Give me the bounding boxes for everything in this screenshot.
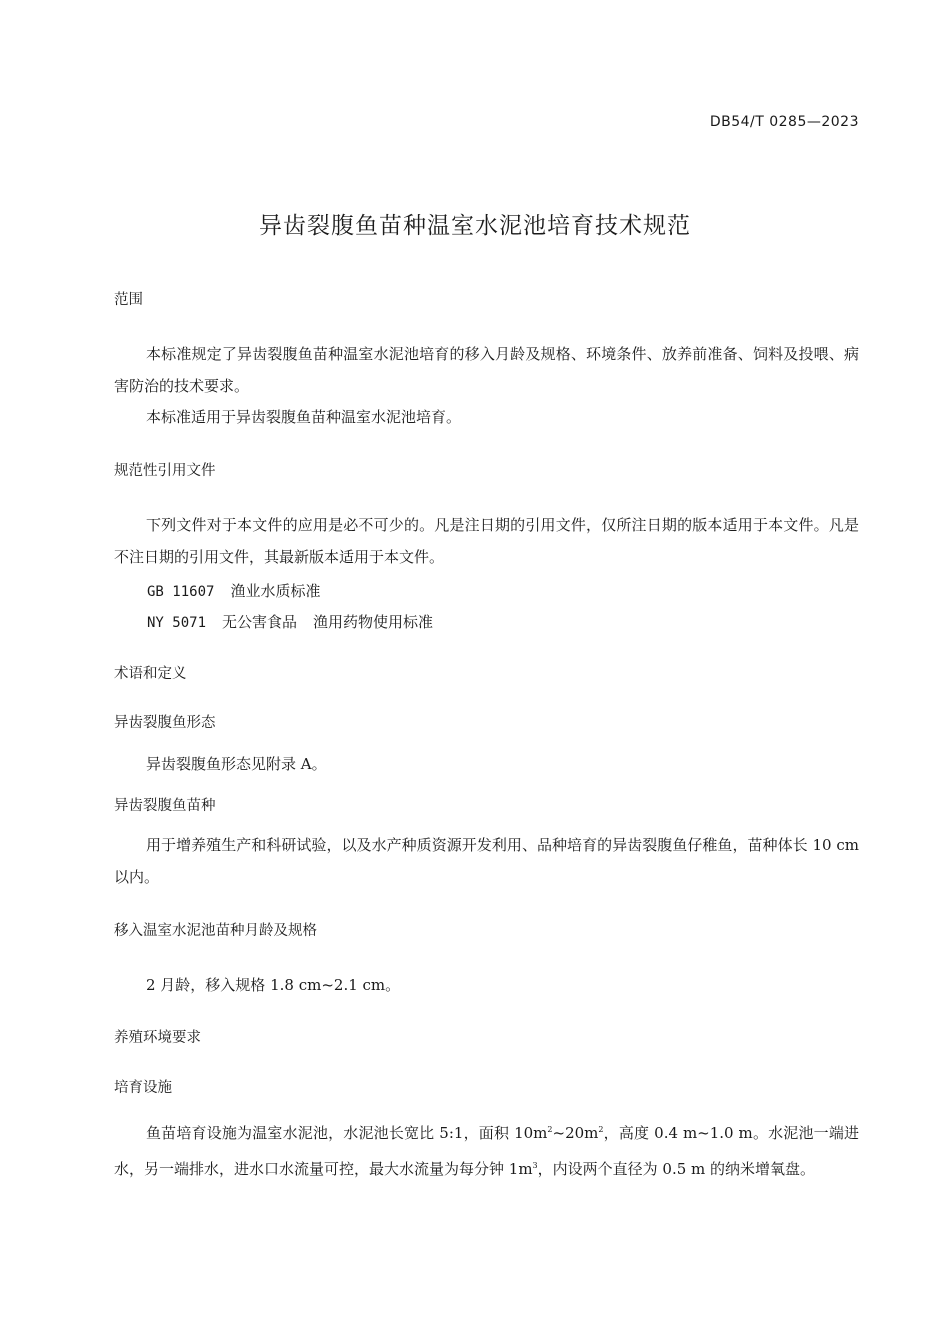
scope-paragraph-2: 本标准适用于异齿裂腹鱼苗种温室水泥池培育。 [146, 408, 462, 426]
term-text-fingerling: 用于增养殖生产和科研试验，以及水产种质资源开发利用、品种培育的异齿裂腹鱼仔稚鱼，苗种体长 10 cm 以内。 [114, 836, 859, 886]
facility-text-part: ~20m [552, 1124, 599, 1142]
superscript: 2 [547, 1125, 553, 1134]
term-heading-fingerling: 异齿裂腹鱼苗种 [114, 798, 216, 814]
document-title: 异齿裂腹鱼苗种温室水泥池培育技术规范 [259, 213, 691, 239]
subsection-heading-facility: 培育设施 [114, 1080, 172, 1096]
facility-text-part: ，高度 0.4 m~1.0 m。水泥池一端进水，另一端排水，进水口水流量可控，最大水流量为每分钟 1m [114, 1124, 860, 1178]
facility-text [114, 1114, 859, 1185]
section-heading-environment: 养殖环境要求 [114, 1030, 201, 1046]
normative-reference-2 [147, 611, 433, 632]
scope-paragraph-1: 本标准规定了异齿裂腹鱼苗种温室水泥池培育的移入月龄及规格、环境条件、放养前准备、饲料及投喂、病害防治的技术要求。 [114, 345, 859, 395]
reference-code: NY 5071 [147, 615, 207, 631]
superscript: 2 [598, 1125, 604, 1134]
transfer-text: 2 月龄，移入规格 1.8 cm~2.1 cm。 [146, 976, 401, 994]
term-text-morphology: 异齿裂腹鱼形态见附录 A。 [146, 755, 327, 773]
superscript: 3 [532, 1160, 538, 1170]
normative-paragraph: 下列文件对于本文件的应用是必不可少的。凡是注日期的引用文件，仅所注日期的版本适用于本文件。凡是不注日期的引用文件，其最新版本适用于本文件。 [114, 516, 859, 566]
reference-code: GB 11607 [147, 584, 215, 600]
section-heading-scope: 范围 [114, 292, 143, 308]
facility-text-part: 鱼苗培育设施为温室水泥池，水泥池长宽比 5:1，面积 10m [146, 1124, 548, 1142]
section-heading-normative: 规范性引用文件 [114, 463, 216, 479]
normative-reference-1 [147, 580, 320, 601]
reference-title-part-1: 无公害食品 [222, 613, 298, 631]
reference-title: 渔业水质标准 [230, 582, 321, 600]
term-heading-morphology: 异齿裂腹鱼形态 [114, 715, 216, 731]
facility-text-part: ，内设两个直径为 0.5 m 的纳米增氧盘。 [537, 1159, 816, 1178]
reference-title-part-2: 渔用药物使用标准 [313, 613, 434, 631]
document-code: DB54/T 0285—2023 [709, 114, 859, 130]
section-heading-transfer: 移入温室水泥池苗种月龄及规格 [114, 923, 317, 939]
section-heading-terms: 术语和定义 [114, 666, 187, 682]
